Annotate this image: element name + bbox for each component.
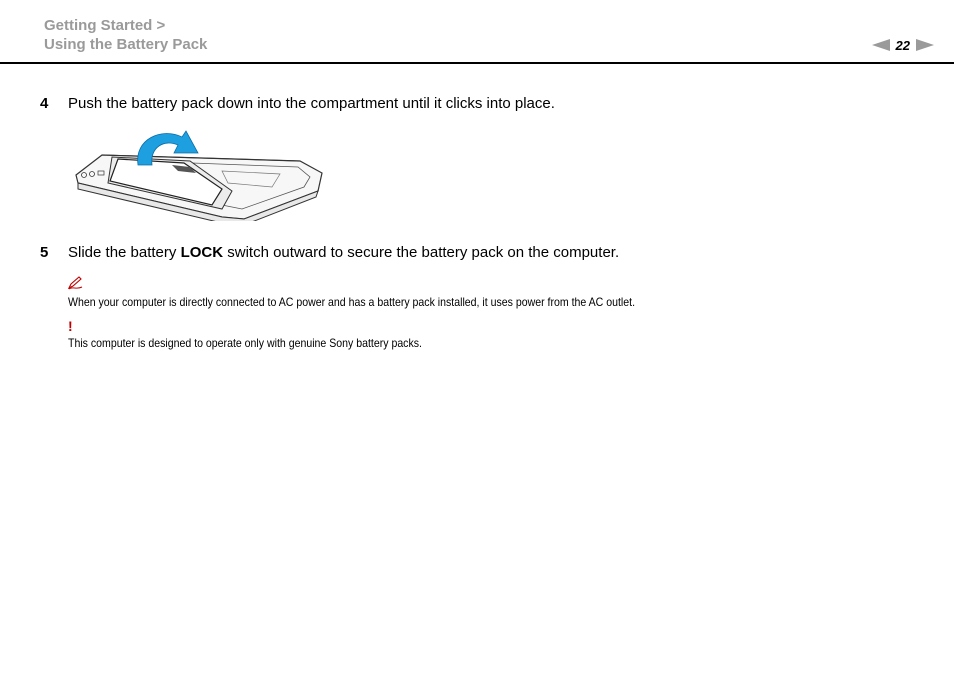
exclamation-icon: ! (68, 318, 73, 334)
page-header (0, 0, 954, 64)
header-divider (0, 62, 954, 64)
breadcrumb-section-link[interactable]: Getting Started > (44, 17, 166, 34)
next-page-arrow-icon[interactable] (916, 39, 934, 51)
caution-block (68, 319, 470, 351)
step-text-after: switch outward to secure the battery pack on the computer. (223, 244, 620, 261)
page-number: 22 (895, 37, 910, 53)
battery-insertion-illustration (72, 125, 324, 221)
page-navigation (872, 37, 934, 53)
note-block (68, 276, 712, 310)
breadcrumb-page-title: Using the Battery Pack (44, 36, 208, 53)
lock-switch-label: LOCK (180, 244, 224, 261)
step-text-before: Slide the battery (68, 244, 181, 261)
note-text: When your computer is directly connected to AC power and has a battery pack installed, it uses power from the AC outlet. (68, 295, 636, 309)
step-text: Push the battery pack down into the compartment until it clicks into place. (68, 95, 555, 112)
previous-page-arrow-icon[interactable] (872, 39, 890, 51)
step-number: 5 (40, 244, 49, 261)
breadcrumb (44, 16, 207, 54)
caution-text: This computer is designed to operate only with genuine Sony battery packs. (68, 336, 422, 350)
step-text (68, 244, 619, 262)
step-number: 4 (40, 95, 49, 112)
pencil-note-icon (68, 276, 84, 290)
